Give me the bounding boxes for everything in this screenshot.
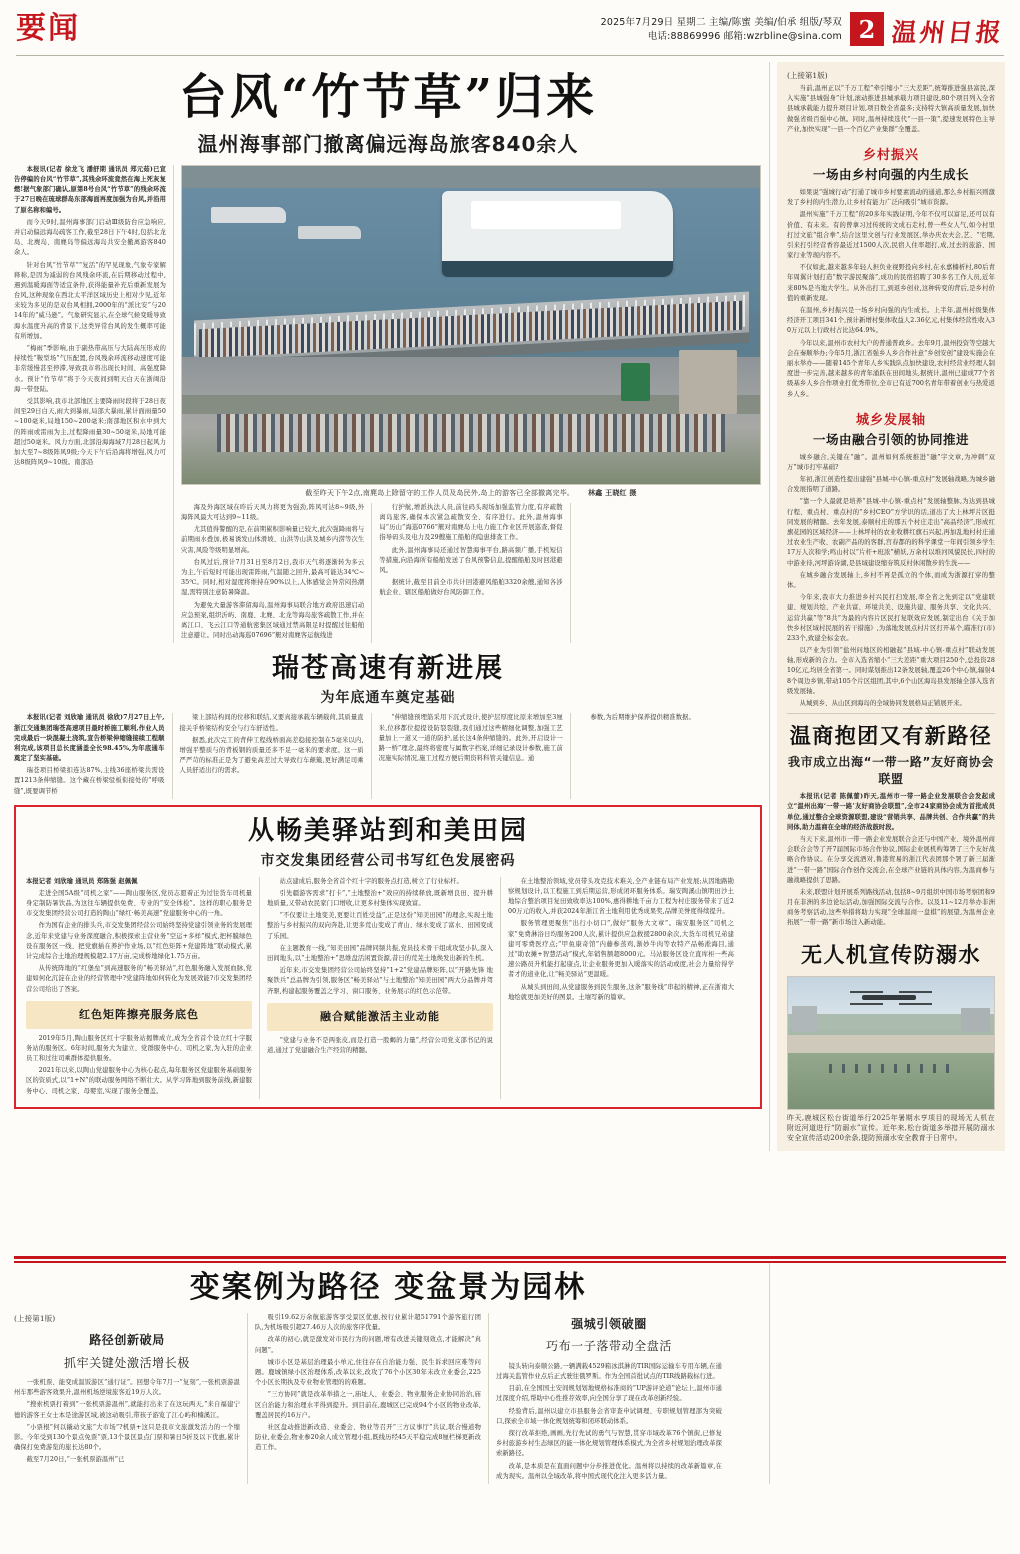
paragraph: 台风过后,预计7月31日至8月2日,我市天气将逐渐转为多云为主,午后短时可能出现雷阵雨,气温随之回升,最高可能达34℃~35℃。同时,相对湿度将维持在90%以上,人体感觉会异常闷热潮湿,需特别注意防暑降温。: [181, 558, 365, 597]
paragraph: “不仅要让土地变美,更要让百姓受益”,正是这份“知美田园”的理念,实现土地整治与乡村振兴的双向奔赴,让更多荒山变成了青山、绿水变成了富水、田园变成了乐园。: [267, 912, 493, 940]
paragraph: 此外,温州海事局还通过智慧海事平台,路高频广播,手机短信等措施,向沿海所有船舶发送了台风预警信息,提醒船舶及时回港避风。: [379, 546, 563, 574]
bottom-col-3: [496, 1313, 722, 1484]
paragraph: 镜头转向泰顺公路,一辆满载4529箱冰淇淋的TIR国际运输车专用车辆,在通过海关监管作业点后正式驶往俄罗斯。作为全国首批试点的TIR线路载标行进。: [496, 1362, 722, 1381]
photo-credit: 林鑫 王晓红 摄: [588, 487, 637, 497]
paragraph: 社区盘动推进新改造、业委会、物业等召开“三方议事厅”共议,联合慢道物防业,业委会,物业参20余人成立管理小组,既线历经45天平稳完成8厘栏梯更新改造工作。: [255, 1423, 481, 1452]
drone-photo-contents: [788, 977, 994, 1109]
sidebar-block-rural: [787, 188, 995, 400]
lead-columns: [14, 165, 762, 643]
paragraph: 今年来,我市大力推进乡村兴民打扫发展,率全省之先到定以“党建联建、规划共绘、产业共富、环境共美、设施共建、服务共享、文化共兴、运营共赢”等“8共”为最的内容片区民打复联效应发展,制定出台《关于加快乡村区域村民展的若干措施》,为落地发展点村片区打开基个,瞄准行(市)233个,致建全标金农。: [787, 594, 995, 642]
column-divider: [769, 62, 770, 1151]
paragraph: 作为国有企业的排头兵,市交发集团经营公司始终坚持党建引领业务的发展理念,近年来党建与业务深度融合,积极探索主营业务“空运+多样”模式,把杯膜绿色设在服务区一线、把党旗插在养护作业场,以“红色矩阵+党建阵地”联动模式,累计完成综合土地治理规模超2.17万亩,完成桥地绿化1.75万亩。: [26, 922, 252, 961]
sidebar-kicker-axis-sub: 一场由融合引领的协同推进: [812, 431, 969, 447]
lead-story: [14, 62, 762, 1151]
ferry-cabin: [471, 201, 621, 230]
lead-subhead: 温州海事部门撤离偏远海岛旅客840余人: [197, 131, 579, 156]
feature-col-2: [267, 877, 493, 1099]
lead-col-3: [379, 503, 562, 643]
paragraph: “伸缩缝预埋筋采用下沉式设计,使护层厚度比原来增加至3厘米,位移都位提提设防裂裂缝,我们通过这些精细化调整,加强工艺量加上一道又一道的防护,延长这4条伸缩缝的。此外,开启设计一路一桥”理念,最终将密度与属数字档案,详细记录设计参数,施工前况施实际情况,施工过程方便后期资料科管关键信息。通: [378, 714, 563, 763]
paragraph: 服务管理更聚焦“出行小切口”,做好“服务大文章”。瑞安服务区“司机之家”免费淋浴日均服务200人次,累计提供应急救援2800余次,大货车司机兄弟建建可零费医疗点;“甲鱼康奇馆”内藤参蒸鸡,渐妙牛肉等农特产品畅淞海目,通过“助农摊+智慧活动”模式,年销售额超8000元。马站服务区设立直库柜一些高速公路员升机能打起康点,让企业服务更加入暖落实的活动或度,社会力量给得学者才的道业化,让“畅美驿站”更温暖。: [508, 920, 734, 979]
bottom-sub2-title: 强城引领破圈: [571, 1317, 647, 1331]
paragraph: 而今天9时,温州海事部门启动Ⅲ级防台应急响应,并启动偏远海岛疏客工作,截至28日下午4时,包括北龙岛、北麂岛、南麂岛等偏远海岛共安全撤离游客840余人。: [14, 218, 166, 257]
paragraph: 探行改革拒绝,画画,先行先试的勇气与智慧,贯穿市域改革76个镇街,已修复乡村旅游乡村生态绿区的能一体化规划管理体系模式,为全省乡村规划治理改革探索新路径。: [496, 1430, 722, 1458]
sidebar-block-axis: [787, 453, 995, 710]
section-title: 要闻: [16, 11, 80, 46]
sign-board: [621, 363, 650, 401]
paragraph: “三方协同”就是改革举措之一,庙址人、业委会、物业服务企业协同治治,庙区自治能力和治理水平得到提升。到目前在,鹿城区已完成94个小区的物业改革,覆盖居民约16万户。: [255, 1391, 481, 1419]
lead-paragraph: 本报讯(记者 徐龙飞 潘舒期 通讯员 郑元茹)已宣告停编的台风“竹节草”,其残余环流竟然在海上死灰复燃!据气象部门确认,原第8号台风“竹节草”的残余环流于27日晚在琉球群岛东部海面再度加强为台风,并沿用了原名称和编号。: [14, 165, 166, 214]
column-divider: [371, 713, 372, 799]
paragraph: “梅雨”季影响,由于副热带高压与大陆高压形成的持续性“鞍型场”气压配置,台风残余环流移动速度可能非常缓慢甚至停滞,导致我市将出现长时间、高强度降水。预计“竹节草”将于今天夜间到明天白天在浙闽沿海一带登陆。: [14, 345, 166, 393]
column-divider: [570, 713, 571, 799]
paragraph: 当前,温州正以“千万工程”牵引缩小“三大差距”,统筹推进强县富民,深入实施“县城强身”计划,滚动推进县城承载力项目建设,80个项目列入全省县城承载能力提升项目计划,项目数全省最多;支持特大镇高质量发展,加快做强省级百强中心镇。同时,温州持续选代“一县一策”,提速发展特色主导产业,加快实现“一县一个百亿产业集群”全覆盖。: [787, 85, 995, 133]
paragraph: 据统计,截至目前全市共计回港避风船舶3320余艘,通知各涉航企业、辖区船舶做好台风防御工作。: [379, 579, 563, 597]
paragraph: 梁上部结构间的位移和联结,又要真接承载车辆载荷,其质量直接关乎桥梁结构安全与行车舒适性。: [179, 714, 364, 732]
bottom-sub1-title: 路径创新破局: [89, 1333, 165, 1348]
paragraph: “党建与业务不是两张皮,而是打造一股蝎的力量”,经营公司党支部书记的说道,通过了党建融合生产经营的精髓。: [267, 1036, 493, 1054]
paragraph: 走进全国5A级“司机之家”——陶山服务区,党员志愿着正为过往货车司机量身定制防暑饮品,为这往车辆提供免费、专业的“安全体检”。这样的职心服务是市交发集团经营公司打造的陶山“绿红·畅美高速”党建服务中心的一角。: [26, 889, 252, 918]
paragraph: 截至7月20日,“一张机票游温州”已: [26, 1456, 125, 1464]
paragraph: 城乡融合,关键在“融”。温州如何系统推进“融”字文章,为冲刺“双万”城市打牢基础?: [787, 453, 995, 471]
drone-rotor: [899, 991, 932, 993]
paragraph: 不仅如此,越来越多年轻人担负业视野投向乡村,在永嘉楠析村,80后青年周翼计划打造“数字游民聚落”,成功的民宿招聘了30多名工作人员,近年来80%是当地大学生。从外出打工,到返乡创业,这种转变的背后,是乡村价值的重新发现。: [787, 264, 995, 302]
paragraph: 以产业为引领“盐州问地区的相融起“县域-中心镇-重点村”联动发展轴,形成新的合力。全市入选省缩小“三大差距”重大项目250个,总投资2810亿元,均居全省第一。同时谋划推出12条发展轴,覆盖26个中心镇,辐射48个周边乡镇,带动105个片区组团,其中,6个山区海岛县发展轴全部入选省级发展轴。: [787, 647, 995, 695]
feature-col-1: [26, 877, 252, 1099]
paragraph: 改革的初心,就是激发对市民行为的问题,增有改进关键刻效点,才能解决“真问题”。: [255, 1336, 481, 1354]
paragraph: 今年以来,温州市农村大户的普通普政乡。去年9月,温州投资等空越大会在秦顺举办;今年5月,浙江省强乡人乡合作社意“乡创安创”建设实施会在丽水举办——随着145个青年人乡实践队点加快建设,农村经营业经理人制度进一步完善,越来越多的青年涌跃在田间地头,据统计,温州已建成77个省级基乡人乡合作项业打优秀带位,全市已有近700名青年带着创业与热爱返乡人乡。: [787, 339, 995, 398]
feature-col-3: [508, 877, 734, 1099]
lead-col-1: [14, 165, 166, 643]
paragraph: 目前,在全国国土安间规划划地规格标准商的“UP游评论道”论坛上,温州市通过深度介绍,帮助中心性推荐效率,向全国分享了现在改革创新经验。: [496, 1385, 722, 1403]
column-divider: [259, 877, 260, 1099]
building: [679, 350, 737, 414]
paragraph: 参数,为后期维护保养提供精准数据。: [590, 714, 695, 722]
paragraph: 温州实施“千万工程”的20多年实践证明,今年不仅可以富足,还可以有价值、有未来。有的曾拿习过传统的文成石走村,曾一些女人气,如今村里打过文旅“组合拳”,结合这里文创与行业发展区,举办庆农夫会,艺、“宅期,引来打引经营香容最近过1500人次,民宿人住率超打,成,过去的旅游、国家行业等现内容不。: [787, 211, 995, 260]
paragraph: 近年来,市交发集团经营公司始终坚持“1+2”党建品牌矩阵,以“开路先锋 地聚铁兵”总品牌为引领,服务区“畅美驿站”与土地整治“知美田园”两大分品牌并驾齐驱,构建起服务覆盖之学习、窗口服务、业务展示的红色示范带。: [267, 967, 493, 995]
column-divider: [371, 503, 372, 643]
paragraph: “搜索机票打着到”一张机票游温州”,就能打出来了在这玩两天,”来自福建宁德的游客王女士本是途游区域,被这动吸引,带孩子游览了江心屿和楠溪江。: [14, 1401, 240, 1419]
masthead-divider: [16, 55, 1004, 56]
paragraph: 从城到乡、从山区到海岛的全域协同发展格局正铺展开来。: [799, 700, 966, 707]
paragraph: 吸引19.62万余航旅游客享受景区优惠,按行业累计超51791个游客旅行团队,为机场吸引超27.46万人次的旅客序优量。: [255, 1314, 481, 1332]
drone-rotor: [850, 991, 883, 993]
feature-byline: 本报记者 刘欣瑜 通讯员 郑陈强 赵佩佩: [26, 877, 138, 885]
ruicang-subhead: 为年底通车奠定基础: [320, 690, 456, 707]
paragraph: 尤其值得警醒的是,在前期累积影响量已较大,此次强降雨将与前期雨水叠加,极易诱发山体滑坡、山洪等山洪及城乡内涝等次生灾害,风险等级明显增高。: [181, 526, 365, 554]
column-divider: [769, 1263, 770, 1484]
paragraph: 据悉,此次完工的背伸工程线桥面高差稳接控制在5毫米以内,增强平整质与的背板钢的质量还多不足一毫米的要求度。这一质严严苛的标准正是为了避免高差过大导致行车颠簸,更好满足司乘人员舒适出行的需求。: [179, 736, 364, 775]
paragraph: 行护航,增派执法人员,前往码头现场加强监管力度,有序疏散离岛旅客,确保本次紧急疏散安全、有序进行。此外,温州海事局“历山”海巡0766”艇对南麂岛上电力施工作业区开展巡查,督促指导码头及电力及29艘施工船舶的隐患排查工作。: [379, 503, 563, 542]
bottom-col-1: [14, 1313, 240, 1484]
drone-body: [862, 995, 916, 1000]
paragraph: 如果说“强城行动”打通了城市乡村要素流动的通道,那么乡村振兴则激发了乡村的内生潜力,让乡村有能力广泛向吸引“城市资源。: [787, 188, 995, 207]
photo-contents: [182, 166, 760, 484]
quay-strip: [182, 395, 760, 414]
sidebar-divider: [787, 713, 995, 714]
column-divider: [247, 1313, 248, 1484]
drone-headline: 无人机宣传防溺水: [801, 941, 981, 967]
paragraph: 受其影响,我市北部地区主要降雨时段将于28日夜间至29日白天,雨大到暴雨,局部大暴雨,累计面雨量50~100毫米,局地150~200毫米;南部地区积水中到大的阵雨或雷雨为主,过程降雨量30~50毫米,局地可能超过50毫米。风力方面,北部沿海海域7月28日起风力加大至7~8级阵风9级;今天下午后沿海将增强,风力可达8级阵风9~10级。南部沿: [14, 397, 166, 467]
column-divider: [570, 503, 571, 643]
ferry-waterline: [442, 261, 673, 277]
column-divider: [172, 713, 173, 799]
top-section: [14, 62, 1006, 1151]
paragraph: 站点建成后,服务全省首个红十字的服务点打造,树立了行业标杆。: [279, 877, 463, 885]
paragraph: 从传统阵地的“红堡垒”到高速服务的“畅美驿站”,红色服务融入发展血脉,党建如何化沉淀在企业的经营管理中?党建阵地如何转化为发展效能?市交发集团经营公司给出了答案。: [26, 965, 252, 993]
drone-rotor: [850, 1003, 883, 1005]
lead-col-2: [181, 503, 364, 643]
lead-headline: 台风“竹节草”归来: [178, 69, 598, 125]
sidebar-kicker-rural: 乡村振兴: [862, 147, 919, 163]
passenger-crowd: [217, 414, 726, 452]
paragraph: 未来,联盟计划开展系列路线活动,包括8~9月组织中国市场考察团和9月在非洲的多边论坛活动,加强国际交流与合作。以及11~12月举办非洲商务考察活动,这些举措将助力实现“全球温商一盘棋”的展望,为温州企业拓展“一带一路”新市场注入新动能。: [787, 888, 995, 927]
ruicang-headline: 瑞苍高速有新进展: [272, 653, 504, 685]
sidebar-continuation-note: (上接第1版): [787, 71, 828, 80]
paragraph: 2021年以来,以陶山党建服务中心为核心起点,每年服务区党建服务基础服务区的资质式,以“1+N”的联动服务网络不断壮大。从学习阵地到服务前线,新建服务中心、司机之家、母婴室,实现了服务全覆盖。: [26, 1067, 252, 1095]
bottom-story: [14, 1263, 762, 1484]
ruicang-col-2: [180, 713, 364, 799]
issue-meta: [601, 10, 842, 45]
feature-columns: [26, 877, 750, 1099]
wenshang-subhead: 我市成立出海“一带一路”友好商协会联盟: [788, 755, 994, 787]
small-boat: [298, 226, 362, 239]
lawn-area: [788, 1053, 994, 1108]
ruicang-col-3: [379, 713, 563, 799]
bottom-red-rule: [14, 1256, 1006, 1259]
photo-caption: [181, 488, 761, 498]
lead-paragraph: 本报讯(记者 陈佩蕾)昨天,温州市一带一路企业发展联合会发起成立“温州出海‘一带一路’友好商协会联盟”,全市24家商协会成为首批成员单位,通过整合全球资源联盟,建设“营销共享、品牌共创、合作共赢”的共同体,助力温商在全球的经济战鼓时段。: [787, 793, 995, 831]
bottom-sidebar-spacer: [777, 1263, 1005, 1484]
sidebar-intro: [787, 84, 995, 135]
masthead-right: [601, 10, 1004, 49]
sidebar-kicker-axis: 城乡发展轴: [855, 412, 926, 428]
ruicang-col-4: [578, 713, 762, 799]
paragraph: 城市小区是基层治理最小单元,住往存在自治能力强、民生诉求回应难等问题。鹿城镇绿小区治理体系,改革以来,改攻了76个小区30年未改立业委会,225个小区长期执及专业物业管理的的难题。: [255, 1358, 481, 1387]
building: [792, 1006, 817, 1032]
paragraph: 改革,是本质是在直面问题中分步推进优化。温州将以持续的改革新篇章,在成为现实。温州以全域改革,将中国式现代化注入更多活力量。: [496, 1462, 722, 1480]
bottom-sub2-subtitle: 巧布一子落带动全盘活: [545, 1339, 672, 1354]
bottom-col-2: [255, 1313, 481, 1484]
sidebar-kicker-rural-sub: 一场由乡村向强的内生成长: [812, 166, 969, 182]
paragraph: 年初,浙江创造性提出建强“县城-中心镇-重点村”发展轴战略,为城乡融合发展指明了道路。: [787, 476, 995, 494]
lead-col-4: [578, 503, 761, 643]
issue-date-line: 2025年7月29日 星期二 主编/陈蜜 美编/伯承 组版/琴双: [600, 17, 842, 28]
paragraph: 瑞苍项目桥梁扣连达87%,主线36座桥梁共需设置1213条伸缩缝。这个藏在桥梁驳板衔接处的“呼吸缝”,既要调节桥: [14, 767, 165, 795]
paragraph: 在温州,乡村振兴是一场乡村向强的内生成长。上半年,温州村级集体经济开工项目341个,预计新增村集体收益人2.36亿元,村集体经营性收入30万元以上行政村占比达64.9%。: [787, 307, 995, 335]
column-divider: [173, 165, 174, 643]
column-divider: [500, 877, 501, 1099]
wenshang-body: [787, 792, 995, 928]
paragraph: “小票根”何以撬动文旅“大市场”?机票+这只是我市文旅激发活力的一个缩影。今年受到130个景点免票“票,13个景区景点门票和暑日5折及以下优惠,累计确保打免费游览的旅长达80个。: [14, 1423, 240, 1452]
paragraph: “靠一个人最就是培养“县城-中心镇-重点村”发展轴整脉,为达到县城行程、重点村、重点村的“乡村CEO”方学识的话,道出了大上林坪片区挺同发展的精髓。去年发展,泰顺村庄的那五个村庄走出“高品经济”,形成红旗花园的区域经济——上林坪村的农业收耕红旗石兴起,再加乱地村村庄通过农业生产收、农副产品的的客群,宫春都的的科学课堂一年间引领乡学生17万人次和学;鸣山村以“片杆+班浓”横妖,万余村以堆河风貌民长,四村的中游业待,河坪游诗湖,是县域建设缩夯筑反村休闲散步的生洗——: [787, 498, 995, 567]
shoreline: [182, 166, 760, 188]
paragraph: 当天下来,温州市一带一路企业发展联合会还与中国产业、境外温州商会联合会等了开7届国际市场合作协议,国际企业展机构筹署了三个友好战略合作协议。在分享交流酒对,鲁港贸易的浙江代表团那个署了新三届渐进“一带一路”国际合作创作交流会,在全球产业链的具体内容,为温商参与融战略提供了思路。: [787, 835, 995, 884]
paragraph: 在土地整治领域,党员带头攻克技术难关,全产业链布局产业发展;从因地路勘察规划设计,以工程施工到后期运营,形成闭环服务体系。瑞安陶溪山镇明田沙土地综合整治项目复田致收率达100%,惠得耕地千亩力工程为村庄服务带来了近200万元的收入,并获2024年浙江省土地利用优秀成果奖,品牌美誉度得续提升。: [508, 877, 734, 916]
paragraph: 为避免大量游客滞留海岛,温州海事局联合地方政府迅速启动应急预案,组织沂屿、南鹿、北麂、北龙等海岛旅客疏散工作,并在离江口、飞云江口等通航密集区域通过禁高限足时提醒过往船舶注意避让。同时出动海巡07696”艇对南麂客运航线进: [181, 601, 365, 640]
column-divider: [488, 1313, 489, 1484]
ruicang-story: [14, 653, 762, 799]
sidebar: [777, 62, 1005, 1151]
paragraph: 引先疆游客需求“打卡”,“土地整治+”效应的持续释放,既新增良田、提升耕地质量,又带动农民家门口增收,让更多村集体实现致富。: [267, 889, 493, 908]
issue-contact-line: 电话:88869996 邮箱:wzrbline@sina.com: [647, 31, 842, 43]
masthead: [14, 0, 1006, 53]
paragraph: 一张机票、能变成温饭游区“通行证”。回想令年7月一“复刻”,一张机票游温州车那些游客效果升,温州机场逆境旅客近19万人次。: [14, 1379, 240, 1397]
paragraph: 2019年5月,陶山服务区红十字服务站揭牌成立,成为全省首个设立红十字服务站的服务区。6年时间,服务大为建立、党群服务中心、司机之家,为入驻的企业员工和过往司乘群体提供服务。: [26, 1034, 252, 1062]
lead-paragraph: 本报讯(记者 刘欣瑜 通讯员 徐欣)7月27日上午,浙江交通集团瑞苍高速项目最时桥施工顺利,作业人员完成最后一块混凝土浇筑,宣告桥梁伸缩缝接续工程顺利完成,该项目总长度涵盖全长98.45%,为年底通车奠定了坚实基础。: [14, 714, 165, 763]
small-boat: [211, 207, 286, 223]
feature-badge-1: 红色矩阵擦亮服务底色: [26, 1001, 252, 1029]
lead-photo-and-text: [181, 165, 761, 643]
paragraph: 在城乡融合发展轴上,乡村不再是孤立的个体,而成为浙源打穿的整体。: [787, 571, 995, 589]
paragraph: 在主题教育一线,“知美田园”品牌同频共振,党员技术骨干组成攻坚小队,深入田间地头,以“土地整治+”思维盘活闲置资源,昔日的荒芜土地焕发出新的生机。: [267, 944, 493, 963]
drone-rotor: [899, 1003, 932, 1005]
paragraph: 海及外海区域在昨后天风力将更为强劲,阵风可达8~9级,外海阵风最大可达到9~11级。: [181, 503, 365, 522]
paragraph: 经验背后,温州以建立市县服务会省审查申试调理、专职规划管理部为突破口,探索全市域一体化规划统筹和闭环联动体系。: [496, 1407, 722, 1425]
bottom-columns-wrap: [14, 1263, 1006, 1484]
page-number-badge: 2: [850, 12, 884, 46]
ruicang-col-1: [14, 713, 165, 799]
drone-photo-caption: 昨天,鹿城区松台街道举行2025年暑期水亨项目的现场无人机在附近河道进行“防溺水”宣传。近年来,松台街道多举措开展防溺水安全宣传活动200余条,提防预溺水安全教育于日常中。: [787, 1113, 995, 1142]
paragraph: 针对台风“竹节草”“复活”的罕见现象,气象专家解释称,是因为减弱的台风残余环流,在后期移动过程中,遇到温暖海面等适宜条件,获得能量补充后重新发展为台风,这种现象在西北太平洋区域历史上相对少见,近年来较为多见的是双台风相拥,2000年的“派比安”与2014年的“威马逊”。气象研究显示,在全球气候变暖导致海水温度升高的背景下,这类异常台风的发生概率可能有所增加。: [14, 261, 166, 340]
drone-photo: [787, 976, 995, 1110]
caption-text: 截至昨天下午2点,南麂岛上除留守的工作人员及岛民外,岛上的游客已全部撤离完毕。: [305, 488, 575, 497]
people-group: [829, 1064, 953, 1073]
ruicang-columns: [14, 713, 762, 799]
harbor-photo: [181, 165, 761, 485]
lead-lower-columns: [181, 503, 761, 643]
bottom-text-columns: [14, 1313, 762, 1484]
bottom-continuation-note: (上接第1版): [14, 1314, 56, 1323]
bottom-headline: 变案例为路径 变盆景为园林: [189, 1269, 587, 1305]
feature-subhead: 市交发集团经营公司书写红色发展密码: [260, 852, 516, 869]
feature-badge-2: 融合赋能激活主业动能: [267, 1003, 493, 1031]
paragraph: 从城头到田间,从党建服务到民生服务,这条“服务线”串起的精神,正在浙南大地绘就更加美好的图景。土壤写新的篇章。: [508, 983, 734, 1001]
bottom-sub1-subtitle: 抓牢关键处激活增长极: [63, 1355, 190, 1370]
building: [961, 1008, 990, 1032]
feature-headline: 从畅美驿站到和美田园: [247, 815, 528, 846]
bottom-section: [14, 1253, 1006, 1484]
feature-story-box: [14, 805, 762, 1109]
paper-logo: 温州日报: [890, 18, 1006, 47]
wenshang-headline: 温商抱团又有新路径: [789, 723, 993, 749]
